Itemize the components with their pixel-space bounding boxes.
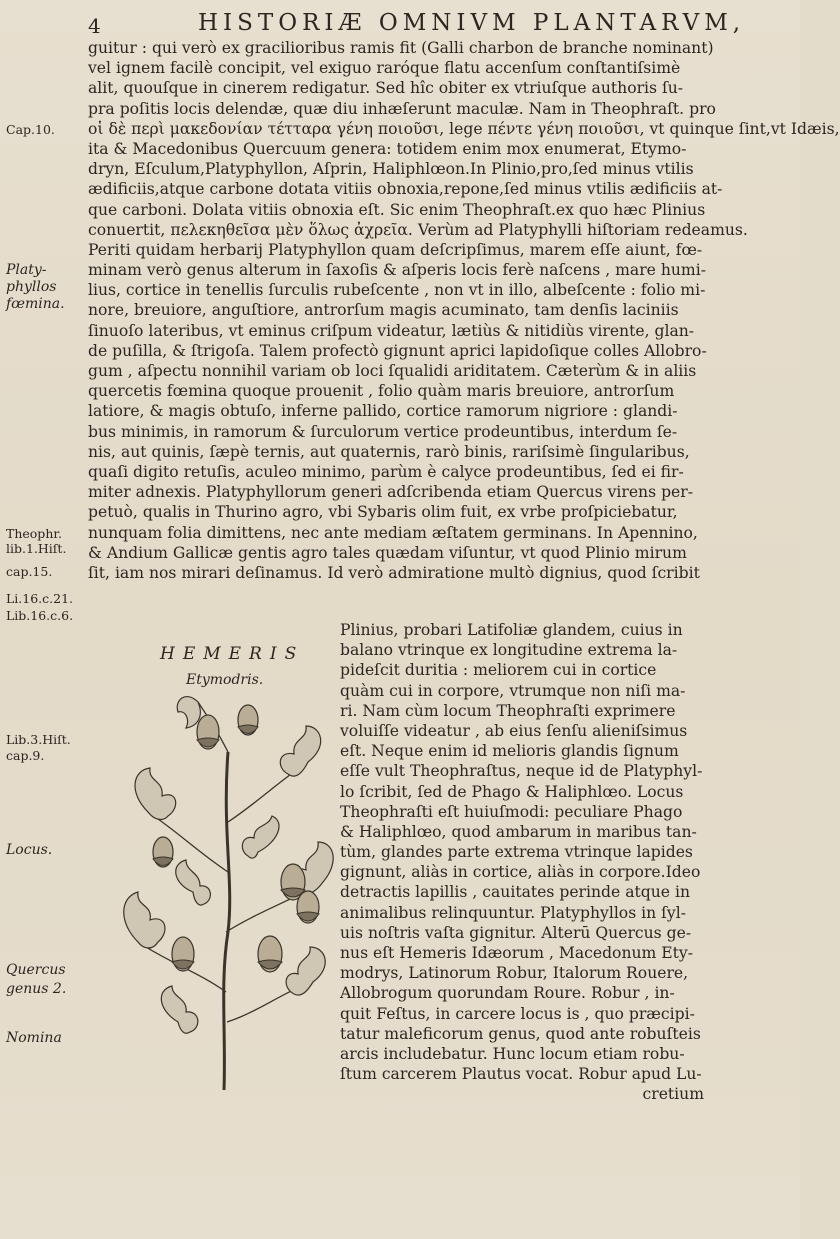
text-line: que carboni. Dolata vitiis obnoxia eſt. Sic enim Theophraſt.ex quo hæc Plinius: [88, 200, 706, 219]
text-line: gum , aſpectu nonnihil variam ob loci ſqualidi ariditatem. Cæterùm & in aliis: [88, 362, 697, 380]
page-header: [88, 10, 746, 40]
text-line: ædificiis,atque carbone dotata vitiis obnoxia,repone,ſed minus vtilis ædificiis at-: [88, 180, 723, 199]
text-line: miter adnexis. Platyphyllorum generi adſcribenda etiam Quercus virens per-: [88, 483, 693, 502]
text-line: voluiſſe videatur , ab eius ſenſu alieniſsimus: [340, 721, 688, 740]
margin-note-li16: Li.16.c.21.: [6, 591, 74, 606]
text-line: nus eſt Hemeris Idæorum , Macedonum Ety-: [340, 944, 694, 962]
text-line: pra poſitis locis delendæ, quæ diu inhæſerunt maculæ. Nam in Theophraſt. pro: [88, 99, 716, 118]
text-line: bus minimis, in ramorum & ſurculorum vertice prodeuntibus, interdum ſe-: [88, 422, 678, 441]
text-line: petuò, qualis in Thurino agro, vbi Sybaris olim fuit, ex vrbe proſpiciebatur,: [88, 503, 678, 522]
margin-note-platy-2: phyllos: [6, 279, 57, 295]
text-line: ſtum carcerem Plautus vocat. Robur apud Lu-: [340, 1065, 702, 1084]
text-line: de puſilla, & ſtrigoſa. Talem profectò gignunt aprici lapidoſique colles Allobro-: [88, 341, 707, 360]
margin-note-platy-3: fœmina.: [6, 296, 65, 312]
text-line: balano vtrinque ex longitudine extrema la-: [340, 641, 678, 660]
text-line: animalibus relinquuntur. Platyphyllos in ſyl-: [340, 903, 686, 922]
column-text-block: [340, 620, 704, 1105]
figure-subtitle: Etymodris.: [186, 672, 264, 688]
text-line: latiore, & magis obtuſo, inferne pallido, cortice ramorum nigriore : glandi-: [88, 402, 678, 421]
oak-woodcut-illustration: [108, 692, 340, 1090]
text-line: quercetis fœmina quoque prouenit , folio quàm maris breuiore, antrorſum: [88, 382, 675, 401]
text-line: guitur : qui verò ex gracilioribus ramis fit (Galli charbon de branche nominant): [88, 39, 714, 57]
margin-note-theophr-3: cap.15.: [6, 564, 53, 579]
text-line: Theophraſti eſt huiuſmodi: peculiare Phago: [340, 802, 683, 821]
margin-note-theophr-1: Theophr.: [6, 526, 62, 541]
text-line: tùm, glandes parte extrema vtrinque lapides: [340, 843, 693, 862]
margin-note-quercus-2: genus 2.: [6, 981, 67, 997]
main-text-block: [88, 38, 840, 583]
margin-note-lib16: Lib.16.c.6.: [6, 608, 74, 623]
text-line: cretium: [642, 1085, 704, 1104]
margin-note-lib3-2: cap.9.: [6, 748, 45, 763]
text-line: nunquam folia dimittens, nec ante mediam æſtatem germinans. In Apennino,: [88, 523, 698, 542]
text-line: ri. Nam cùm locum Theophraſti exprimere: [340, 701, 676, 720]
margin-note-locus: Locus.: [6, 842, 53, 858]
text-line: & Haliphlœo, quod ambarum in maribus tan-: [340, 822, 697, 841]
text-line: eſſe vult Theophraſtus, neque id de Platyphyl-: [340, 762, 703, 781]
text-line: nore, breuiore, anguſtiore, antrorſum magis acuminato, tam denſis laciniis: [88, 301, 679, 320]
text-line: quaſi digito retuſis, aculeo minimo, parùm è calyce prodeuntibus, ſed ei fir-: [88, 462, 684, 481]
margin-note-quercus-1: Quercus: [6, 962, 66, 978]
text-line: ſit, iam nos mirari deſinamus. Id verò admiratione multò dignius, quod ſcribit: [88, 563, 700, 582]
text-line: gignunt, aliàs in cortice, aliàs in corpore.Ideo: [340, 863, 701, 882]
text-line: lo ſcribit, ſed de Phago & Haliphlœo. Locus: [340, 782, 684, 801]
margin-note-platy-1: Platy-: [6, 262, 47, 278]
text-line: Plinius, probari Latifoliæ glandem, cuius in: [340, 621, 683, 639]
text-line: Allobrogum quorundam Roure. Robur , in-: [340, 984, 675, 1003]
margin-note-nomina: Nomina: [6, 1030, 62, 1046]
text-line: pideſcit duritia : meliorem cui in cortice: [340, 661, 657, 680]
figure-title: HEMERIS: [160, 644, 305, 664]
text-line: modrys, Latinorum Robur, Italorum Rouere,: [340, 964, 689, 983]
text-line: Periti quidam herbarij Platyphyllon quam deſcripſimus, marem eſſe aiunt, fœ-: [88, 240, 703, 259]
text-line: ſinuoſo lateribus, vt eminus criſpum videatur, lætiùs & nitidiùs virente, glan-: [88, 321, 695, 340]
text-line: arcis includebatur. Hunc locum etiam robu-: [340, 1044, 685, 1063]
text-line: lius, cortice in tenellis ſurculis rubeſcente , non vt in illo, albeſcente : folio mi-: [88, 281, 706, 300]
text-line: dryn, Eſculum,Platyphyllon, Aſprin, Haliphlœon.In Plinio,pro,ſed minus vtilis: [88, 160, 694, 179]
text-line: minam verò genus alterum in ſaxoſis & aſperis locis ferè naſcens , mare humi-: [88, 261, 706, 280]
text-line: detractis lapillis , cauitates perinde atque in: [340, 883, 691, 902]
text-line: quit Feſtus, in carcere locus is , quo præcipi-: [340, 1004, 695, 1023]
margin-note-theophr-2: lib.1.Hiſt.: [6, 541, 67, 556]
text-line: eſt. Neque enim id melioris glandis ſignum: [340, 742, 679, 761]
text-line: uis noſtris vaſta gignitur. Alterū Quercus ge-: [340, 923, 692, 942]
margin-note-lib3-1: Lib.3.Hiſt.: [6, 732, 71, 747]
text-line: quàm cui in corpore, vtrumque non niſi ma-: [340, 681, 686, 700]
text-line: tatur maleficorum genus, quod ante robuſteis: [340, 1024, 701, 1043]
text-line: & Andium Gallicæ gentis agro tales quædam viſuntur, vt quod Plinio mirum: [88, 543, 687, 562]
page-number: 4: [88, 14, 101, 38]
text-line: οἱ δὲ περὶ μακεδονίαν τέτταρα γένη ποιοῦσι, lege πέντε γένη ποιοῦσι, vt quinque ſint,vt Idæis,: [88, 119, 840, 138]
running-title: HISTORIÆ OMNIVM PLANTARVM,: [198, 10, 746, 36]
margin-note-cap10: Cap.10.: [6, 122, 55, 137]
text-line: alit, quouſque in cinerem redigatur. Sed hîc obiter ex vtriuſque authoris ſu-: [88, 79, 684, 98]
text-line: ita & Macedonibus Quercuum genera: totidem enim mox enumerat, Etymo-: [88, 139, 687, 158]
text-line: nis, aut quinis, ſæpè ternis, aut quaternis, rarò binis, rariſsimè ſingularibus,: [88, 442, 690, 461]
text-line: vel ignem facilè concipit, vel exiguo raróque flatu accenſum conſtantiſsimè: [88, 59, 681, 78]
text-line: conuertit, πελεκηθεῖσα μὲν ὅλως ἀχρεῖα. Verùm ad Platyphylli hiſtoriam redeamus.: [88, 220, 748, 239]
